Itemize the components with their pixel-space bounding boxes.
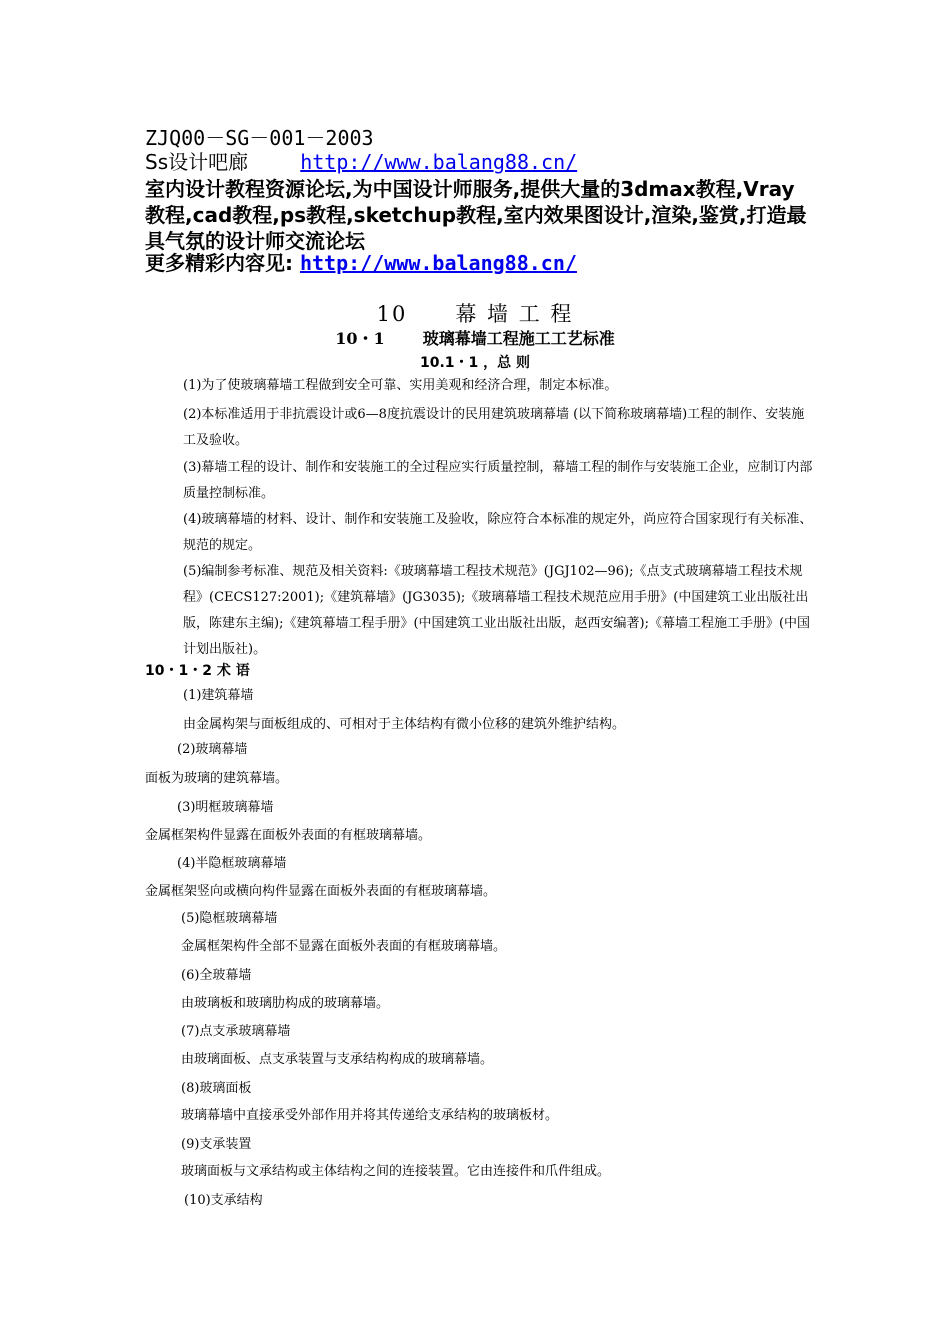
- term-title: (10)支承结构: [184, 1193, 263, 1208]
- doc-code: ZJQ00－SG－001－2003: [145, 126, 374, 150]
- term-definition: 金属框架竖向或横向构件显露在面板外表面的有框玻璃幕墙。: [145, 884, 497, 899]
- term-definition: 玻璃幕墙中直接承受外部作用并将其传递给支承结构的玻璃板材。: [181, 1108, 559, 1123]
- chapter-title: [0, 298, 950, 328]
- more-link[interactable]: http://www.balang88.cn/: [299, 251, 577, 275]
- term-title: (7)点支承玻璃幕墙: [181, 1024, 291, 1039]
- term-title: (9)支承装置: [181, 1137, 252, 1152]
- term-definition: 金属框架构件显露在面板外表面的有框玻璃幕墙。: [145, 828, 432, 843]
- term-title: (4)半隐框玻璃幕墙: [177, 856, 287, 871]
- ad-text: 室内设计教程资源论坛,为中国设计师服务,提供大量的3dmax教程,Vray教程,cad教程,ps教程,sketchup教程,室内效果图设计,渲染,鉴赏,打造最具气氛的设计师交流论坛: [145, 177, 807, 253]
- term-definition: 由玻璃板和玻璃肋构成的玻璃幕墙。: [181, 996, 390, 1011]
- general-item: (5)编制参考标准、规范及相关资料:《玻璃幕墙工程技术规范》(JGJ102—96);《点支式玻璃幕墙工程技术规程》(CECS127:2001);《建筑幕墙》(JG3035);《玻璃幕墙工程技术规范应用手册》(中国建筑工业出版社出版，陈建东主编);《建筑幕墙工程手册》(中国建筑工业出版社出版，赵西安编著);《幕墙工程施工手册》(中国计划出版社)。: [183, 564, 811, 657]
- chapter-number: 10: [376, 302, 408, 326]
- general-item: (1)为了使玻璃幕墙工程做到安全可靠、实用美观和经济合理，制定本标准。: [183, 378, 618, 393]
- term-definition: 玻璃面板与文承结构或主体结构之间的连接装置。它由连接件和爪件组成。: [181, 1164, 611, 1179]
- term-title: (3)明框玻璃幕墙: [177, 800, 274, 815]
- section-number: 10・1: [335, 329, 385, 348]
- site-link[interactable]: http://www.balang88.cn/: [300, 150, 578, 174]
- terms-heading: 10・1・2 术 语: [145, 663, 250, 679]
- general-item: (3)幕墙工程的设计、制作和安装施工的全过程应实行质量控制，幕墙工程的制作与安装施工企业，应制订内部质量控制标准。: [183, 460, 813, 501]
- term-title: (1)建筑幕墙: [183, 688, 254, 703]
- more-line: [145, 250, 813, 276]
- term-title: (6)全玻幕墙: [181, 968, 252, 983]
- term-title: (2)玻璃幕墙: [177, 742, 248, 757]
- term-title: (8)玻璃面板: [181, 1081, 252, 1096]
- section-title: [0, 326, 950, 349]
- term-definition: 由金属构架与面板组成的、可相对于主体结构有微小位移的建筑外维护结构。: [183, 717, 626, 732]
- chapter-name: 幕 墙 工 程: [455, 302, 574, 326]
- more-label: 更多精彩内容见:: [145, 251, 293, 275]
- section-name: 玻璃幕墙工程施工工艺标准: [422, 329, 615, 348]
- general-item: (2)本标准适用于非抗震设计或6—8度抗震设计的民用建筑玻璃幕墙 (以下简称玻璃幕墙)工程的制作、安装施工及验收。: [183, 407, 805, 448]
- term-definition: 金属框架构件全部不显露在面板外表面的有框玻璃幕墙。: [181, 939, 507, 954]
- subsection-title: 10.1・1 ，总 则: [419, 355, 531, 371]
- site-line: [145, 150, 577, 174]
- term-definition: 由玻璃面板、点支承装置与支承结构构成的玻璃幕墙。: [181, 1052, 494, 1067]
- site-name: Ss设计吧廊: [145, 150, 249, 174]
- term-definition: 面板为玻璃的建筑幕墙。: [145, 771, 289, 786]
- general-item: (4)玻璃幕墙的材料、设计、制作和安装施工及验收，除应符合本标准的规定外，尚应符合国家现行有关标准、规范的规定。: [183, 512, 813, 553]
- term-title: (5)隐框玻璃幕墙: [181, 911, 278, 926]
